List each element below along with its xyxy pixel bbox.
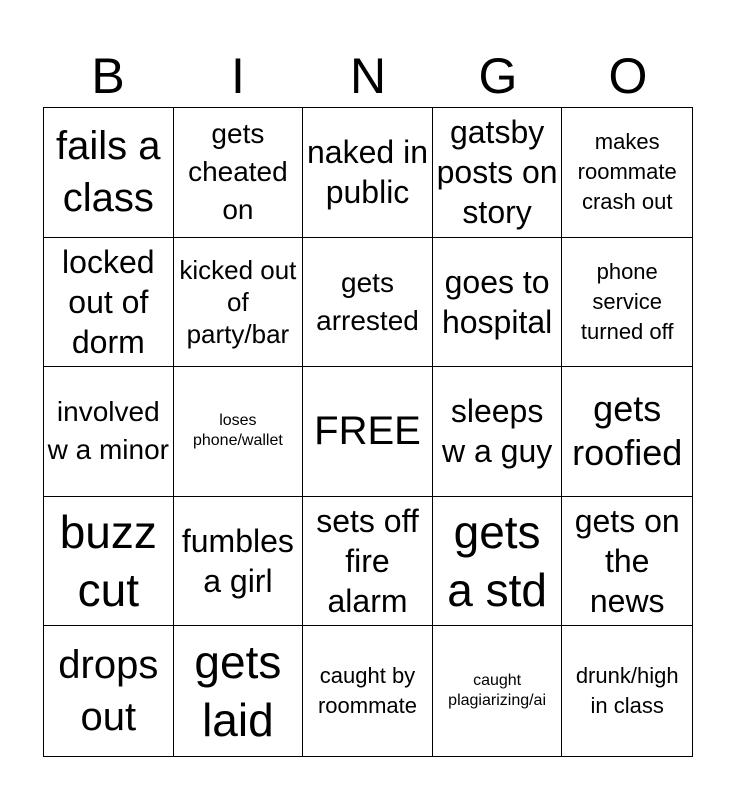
cell-label: sets off fire alarm <box>316 503 419 620</box>
cell-label: loses phone/wallet <box>192 412 283 450</box>
bingo-cell[interactable] <box>562 497 692 627</box>
cell-label: gets a std <box>447 506 547 617</box>
cell-label: sleeps w a guy <box>441 393 553 470</box>
bingo-cell[interactable] <box>303 238 433 368</box>
cell-label: buzz cut <box>59 506 157 617</box>
cell-label: involved w a minor <box>47 396 169 466</box>
bingo-cell[interactable] <box>174 238 304 368</box>
cell-label: kicked out of party/bar <box>179 254 297 349</box>
cell-label: gets arrested <box>316 266 419 336</box>
bingo-cell[interactable] <box>44 108 174 238</box>
header-letter-n: N <box>349 48 387 104</box>
cell-label: caught by roommate <box>317 663 418 719</box>
bingo-cell[interactable] <box>562 626 692 756</box>
bingo-cell[interactable] <box>433 497 563 627</box>
bingo-cell[interactable] <box>303 626 433 756</box>
bingo-cell[interactable] <box>562 367 692 497</box>
free-space[interactable] <box>303 367 433 497</box>
cell-label: FREE <box>314 409 421 454</box>
bingo-cell[interactable] <box>433 238 563 368</box>
bingo-cell[interactable] <box>433 108 563 238</box>
bingo-cell[interactable] <box>174 367 304 497</box>
header-letter-o: O <box>608 48 648 104</box>
header-letter-b: B <box>91 48 125 104</box>
header-letter-g: G <box>478 48 518 104</box>
bingo-cell[interactable] <box>562 238 692 368</box>
bingo-cell[interactable] <box>44 626 174 756</box>
cell-label: gets on the news <box>574 503 680 620</box>
bingo-cell[interactable] <box>44 238 174 368</box>
bingo-cell[interactable] <box>303 497 433 627</box>
cell-label: gets roofied <box>572 388 683 474</box>
bingo-cell[interactable] <box>174 108 304 238</box>
cell-label: phone service turned off <box>580 258 674 344</box>
bingo-cell[interactable] <box>433 626 563 756</box>
bingo-cell[interactable] <box>44 497 174 627</box>
cell-label: gets cheated on <box>188 118 288 226</box>
bingo-header <box>43 45 693 107</box>
cell-label: goes to hospital <box>441 263 553 340</box>
cell-label: naked in public <box>307 134 428 211</box>
cell-label: fumbles a girl <box>181 523 294 600</box>
cell-label: drops out <box>58 643 159 740</box>
cell-label: fails a class <box>56 124 161 221</box>
cell-label: gatsby posts on story <box>436 114 558 231</box>
bingo-cell[interactable] <box>174 626 304 756</box>
cell-label: drunk/high in class <box>575 663 679 719</box>
bingo-cell[interactable] <box>562 108 692 238</box>
cell-label: makes roommate crash out <box>577 129 677 215</box>
header-letter-i: I <box>231 48 245 104</box>
cell-label: caught plagiarizing/ai <box>448 672 547 710</box>
bingo-cell[interactable] <box>433 367 563 497</box>
bingo-cell[interactable] <box>44 367 174 497</box>
bingo-board <box>43 107 693 757</box>
bingo-cell[interactable] <box>174 497 304 627</box>
cell-label: locked out of dorm <box>62 243 155 360</box>
cell-label: gets laid <box>194 636 282 747</box>
bingo-cell[interactable] <box>303 108 433 238</box>
